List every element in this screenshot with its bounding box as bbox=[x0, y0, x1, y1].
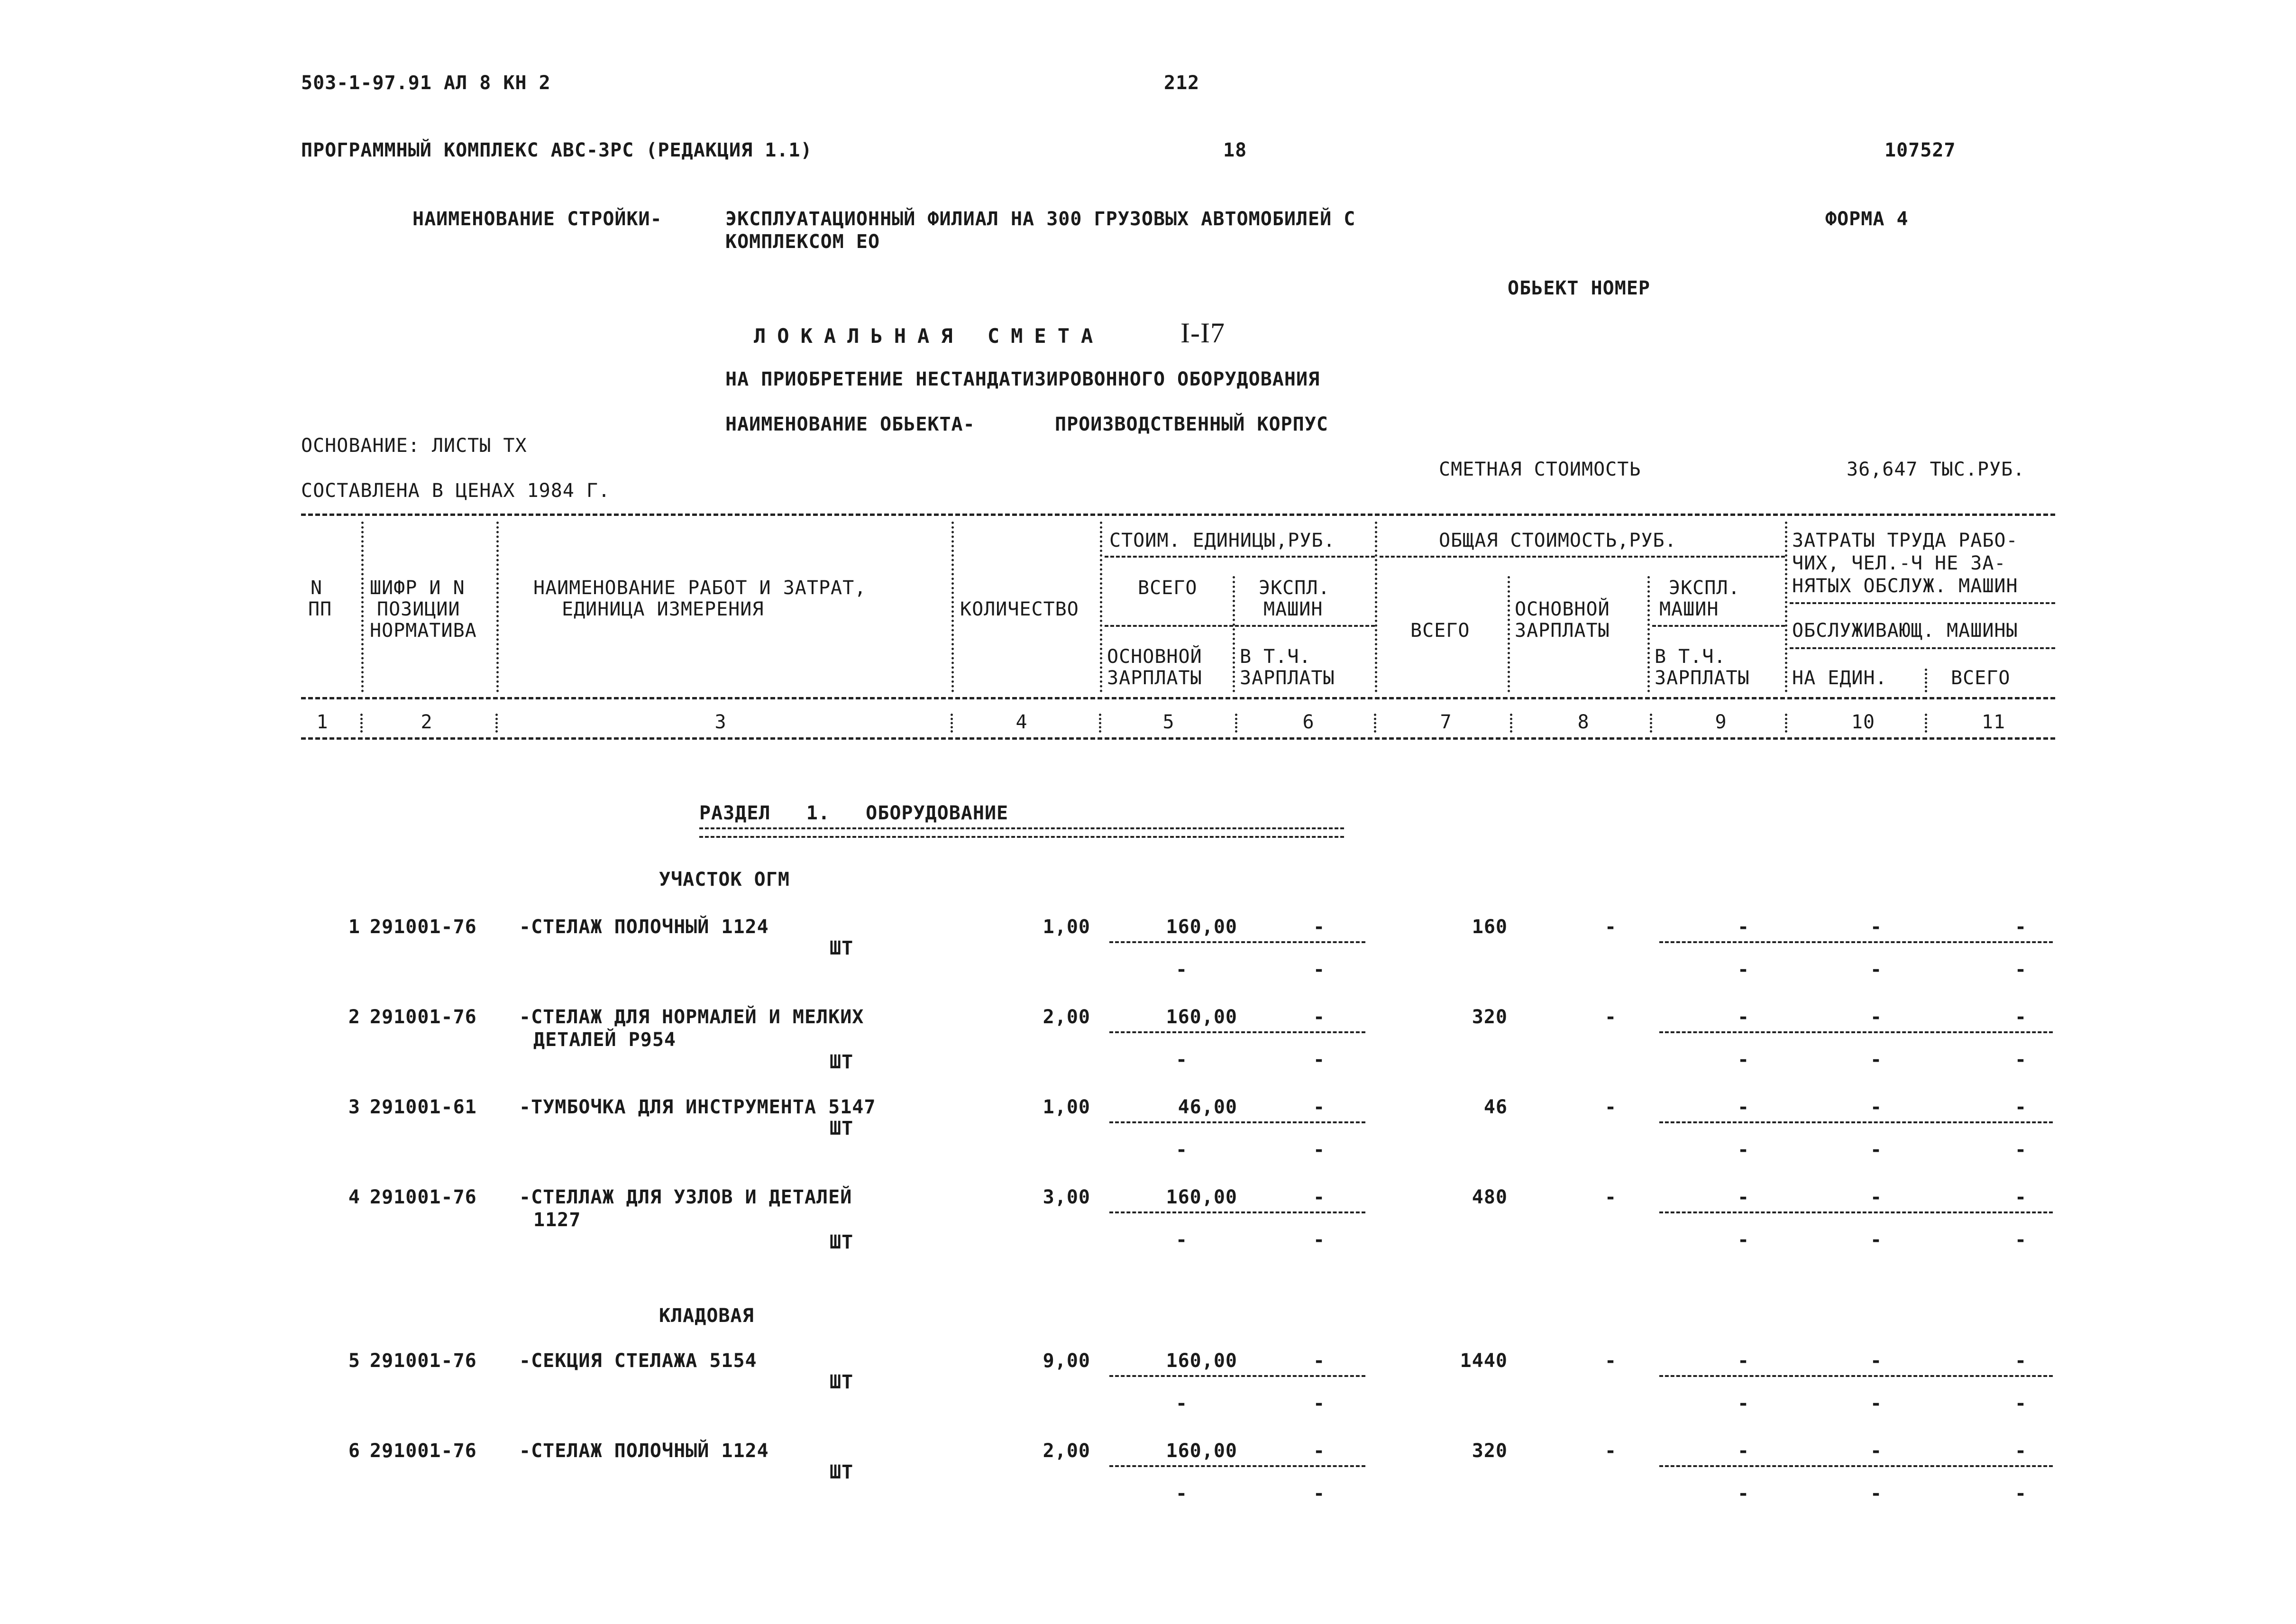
row-number: 1 bbox=[348, 916, 360, 938]
row-labor-rule bbox=[1659, 941, 2053, 943]
col-sep bbox=[1650, 714, 1652, 733]
page-number: 212 bbox=[1164, 72, 1200, 94]
hdr-unit-incl-2: ЗАРПЛАТЫ bbox=[1240, 667, 1335, 689]
col-number: 4 bbox=[1015, 711, 1028, 733]
row-name: -СТЕЛАЖ ПОЛОЧНЫЙ 1124 bbox=[519, 916, 769, 938]
object-name-label: НАИМЕНОВАНИЕ ОБЬЕКТА- bbox=[725, 413, 975, 435]
hdr-total-mach-1: ЭКСПЛ. bbox=[1669, 577, 1740, 599]
row-unit-incl: - bbox=[1313, 959, 1326, 981]
row-total-base: - bbox=[1605, 1096, 1617, 1118]
row-labor-per-unit-2: - bbox=[1870, 1049, 1883, 1071]
row-unit-incl: - bbox=[1313, 1229, 1326, 1251]
row-labor-per-unit: - bbox=[1870, 1096, 1883, 1118]
row-unit-rule bbox=[1109, 1121, 1365, 1123]
row-labor-rule bbox=[1659, 1465, 2053, 1467]
row-code: 291001-61 bbox=[370, 1096, 477, 1118]
row-unit-rule bbox=[1109, 1375, 1365, 1377]
hdr-unit-mach-2: МАШИН bbox=[1263, 598, 1323, 620]
row-total: 480 bbox=[1472, 1186, 1508, 1208]
row-unit: ШТ bbox=[830, 1371, 854, 1393]
col-sep bbox=[1099, 714, 1101, 733]
row-unit-base: - bbox=[1176, 1483, 1188, 1505]
row-unit-base: - bbox=[1176, 959, 1188, 981]
row-labor-rule bbox=[1659, 1211, 2053, 1213]
row-unit-mach: - bbox=[1313, 1440, 1326, 1462]
row-labor-per-unit-2: - bbox=[1870, 1483, 1883, 1505]
program-name: ПРОГРАММНЫЙ КОМПЛЕКС АВС-3РС (РЕДАКЦИЯ 1.1) bbox=[301, 139, 813, 161]
col-numbers-rule bbox=[301, 737, 2055, 740]
row-quantity: 9,00 bbox=[1043, 1350, 1090, 1372]
row-unit-price: 160,00 bbox=[1166, 1350, 1237, 1372]
col-sep bbox=[1647, 576, 1650, 692]
row-unit-incl: - bbox=[1313, 1139, 1326, 1161]
row-unit-incl: - bbox=[1313, 1393, 1326, 1414]
row-name: -СЕКЦИЯ СТЕЛАЖА 5154 bbox=[519, 1350, 757, 1372]
col-number: 6 bbox=[1302, 711, 1315, 733]
row-labor-total-2: - bbox=[2015, 1139, 2027, 1161]
row-unit-mach: - bbox=[1313, 1186, 1326, 1208]
col-sep bbox=[1785, 522, 1787, 692]
mach-mid-rule bbox=[1652, 625, 1785, 627]
row-unit-price: 160,00 bbox=[1166, 1186, 1237, 1208]
row-unit-price: 46,00 bbox=[1178, 1096, 1237, 1118]
row-quantity: 2,00 bbox=[1043, 1006, 1090, 1028]
row-labor-per-unit-2: - bbox=[1870, 959, 1883, 981]
row-number: 2 bbox=[348, 1006, 360, 1028]
hdr-code-1: ШИФР И N bbox=[370, 577, 465, 599]
unit-cost-rule bbox=[1105, 556, 1375, 558]
row-total-incl: - bbox=[1738, 1393, 1750, 1414]
col-sep bbox=[1785, 714, 1787, 733]
col-number: 3 bbox=[714, 711, 727, 733]
hdr-name-1: НАИМЕНОВАНИЕ РАБОТ И ЗАТРАТ, bbox=[533, 577, 867, 599]
section-title: РАЗДЕЛ 1. ОБОРУДОВАНИЕ bbox=[699, 802, 1009, 824]
row-total-incl: - bbox=[1738, 1049, 1750, 1071]
hdr-labor-1: ЗАТРАТЫ ТРУДА РАБО- bbox=[1792, 530, 2018, 551]
row-total-base: - bbox=[1605, 1006, 1617, 1028]
row-total-mach: - bbox=[1738, 916, 1750, 938]
hdr-unit-cost: СТОИМ. ЕДИНИЦЫ,РУБ. bbox=[1109, 530, 1336, 551]
row-total-base: - bbox=[1605, 1186, 1617, 1208]
row-unit-mach: - bbox=[1313, 1350, 1326, 1372]
row-name: -СТЕЛАЖ ДЛЯ НОРМАЛЕЙ И МЕЛКИХ bbox=[519, 1006, 864, 1028]
row-labor-total: - bbox=[2015, 1006, 2027, 1028]
row-total-base: - bbox=[1605, 916, 1617, 938]
col-sep bbox=[1510, 714, 1512, 733]
row-total-mach: - bbox=[1738, 1186, 1750, 1208]
col-number: 10 bbox=[1851, 711, 1875, 733]
row-name: -СТЕЛАЖ ПОЛОЧНЫЙ 1124 bbox=[519, 1440, 769, 1462]
estimate-cost-value: 36,647 ТЫС.РУБ. bbox=[1847, 459, 2025, 480]
estimate-cost-label: СМЕТНАЯ СТОИМОСТЬ bbox=[1439, 459, 1641, 480]
hdr-total-base-1: ОСНОВНОЙ bbox=[1515, 598, 1610, 620]
col-number: 2 bbox=[421, 711, 433, 733]
row-total: 46 bbox=[1483, 1096, 1508, 1118]
row-labor-total: - bbox=[2015, 1350, 2027, 1372]
hdr-labor-4: ОБСЛУЖИВАЮЩ. МАШИНЫ bbox=[1792, 620, 2018, 642]
row-labor-per-unit-2: - bbox=[1870, 1139, 1883, 1161]
hdr-unit-base-2: ЗАРПЛАТЫ bbox=[1107, 667, 1202, 689]
row-unit: ШТ bbox=[830, 1051, 854, 1073]
row-labor-total-2: - bbox=[2015, 959, 2027, 981]
hdr-labor-2: ЧИХ, ЧЕЛ.-Ч НЕ ЗА- bbox=[1792, 552, 2006, 574]
row-total: 320 bbox=[1472, 1006, 1508, 1028]
row-code: 291001-76 bbox=[370, 1440, 477, 1462]
row-unit-rule bbox=[1109, 1211, 1365, 1213]
hdr-n: N bbox=[311, 577, 323, 599]
hdr-total-all: ВСЕГО bbox=[1410, 620, 1470, 642]
row-total-incl: - bbox=[1738, 959, 1750, 981]
col-sep bbox=[360, 714, 363, 733]
row-unit: ШТ bbox=[830, 1461, 854, 1483]
row-labor-rule bbox=[1659, 1375, 2053, 1377]
construction-label: НАИМЕНОВАНИЕ СТРОЙКИ- bbox=[412, 208, 662, 230]
row-labor-rule bbox=[1659, 1121, 2053, 1123]
construction-name-line1: ЭКСПЛУАТАЦИОННЫЙ ФИЛИАЛ НА 300 ГРУЗОВЫХ АВТОМОБИЛЕЙ С bbox=[725, 208, 1356, 230]
labor-rule-2 bbox=[1790, 647, 2055, 649]
row-total-incl: - bbox=[1738, 1483, 1750, 1505]
row-unit-mach: - bbox=[1313, 1006, 1326, 1028]
code-right: 107527 bbox=[1884, 139, 1956, 161]
row-labor-total: - bbox=[2015, 916, 2027, 938]
prices-year: СОСТАВЛЕНА В ЦЕНАХ 1984 Г. bbox=[301, 480, 611, 502]
col-number: 8 bbox=[1577, 711, 1590, 733]
row-labor-total: - bbox=[2015, 1186, 2027, 1208]
labor-rule-1 bbox=[1790, 602, 2055, 604]
row-labor-per-unit-2: - bbox=[1870, 1393, 1883, 1414]
row-total: 1440 bbox=[1460, 1350, 1508, 1372]
row-code: 291001-76 bbox=[370, 916, 477, 938]
row-labor-per-unit: - bbox=[1870, 1440, 1883, 1462]
row-labor-per-unit: - bbox=[1870, 1186, 1883, 1208]
row-unit-base: - bbox=[1176, 1393, 1188, 1414]
hdr-unit-total: ВСЕГО bbox=[1138, 577, 1198, 599]
row-labor-per-unit: - bbox=[1870, 1350, 1883, 1372]
hdr-unit-incl-1: В Т.Ч. bbox=[1240, 646, 1311, 668]
object-number-label: ОБЬЕКТ НОМЕР bbox=[1508, 277, 1650, 299]
hdr-total-incl-2: ЗАРПЛАТЫ bbox=[1655, 667, 1750, 689]
row-labor-total-2: - bbox=[2015, 1049, 2027, 1071]
col-sep bbox=[496, 522, 499, 692]
subsection-ogm: УЧАСТОК ОГМ bbox=[659, 869, 790, 890]
row-total-base: - bbox=[1605, 1350, 1617, 1372]
row-number: 5 bbox=[348, 1350, 360, 1372]
col-sep bbox=[1508, 576, 1510, 692]
row-labor-total: - bbox=[2015, 1096, 2027, 1118]
col-sep bbox=[1100, 522, 1102, 692]
row-number: 3 bbox=[348, 1096, 360, 1118]
row-number: 6 bbox=[348, 1440, 360, 1462]
row-code: 291001-76 bbox=[370, 1350, 477, 1372]
col-sep bbox=[361, 522, 364, 692]
row-total-incl: - bbox=[1738, 1139, 1750, 1161]
col-sep bbox=[1375, 522, 1377, 692]
row-unit-price: 160,00 bbox=[1166, 1440, 1237, 1462]
row-total-base: - bbox=[1605, 1440, 1617, 1462]
row-total-mach: - bbox=[1738, 1440, 1750, 1462]
row-labor-total-2: - bbox=[2015, 1483, 2027, 1505]
row-unit-incl: - bbox=[1313, 1049, 1326, 1071]
hdr-total-incl-1: В Т.Ч. bbox=[1655, 646, 1726, 668]
row-quantity: 1,00 bbox=[1043, 916, 1090, 938]
row-unit: ШТ bbox=[830, 937, 854, 959]
row-total: 320 bbox=[1472, 1440, 1508, 1462]
row-total: 160 bbox=[1472, 916, 1508, 938]
col-sep bbox=[495, 714, 498, 733]
row-name-cont: ДЕТАЛЕЙ Р954 bbox=[533, 1029, 676, 1051]
hdr-code-3: НОРМАТИВА bbox=[370, 620, 477, 642]
row-unit-mach: - bbox=[1313, 1096, 1326, 1118]
estimate-number: I-I7 bbox=[1180, 317, 1225, 349]
estimate-title: ЛОКАЛЬНАЯ СМЕТА bbox=[754, 324, 1105, 348]
estimate-subtitle: НА ПРИОБРЕТЕНИЕ НЕСТАНДАТИЗИРОВОННОГО ОБОРУДОВАНИЯ bbox=[725, 368, 1320, 390]
col-sep bbox=[951, 522, 954, 692]
row-labor-per-unit: - bbox=[1870, 1006, 1883, 1028]
sheet-number: 18 bbox=[1223, 139, 1247, 161]
row-unit-base: - bbox=[1176, 1049, 1188, 1071]
row-unit-rule bbox=[1109, 1031, 1365, 1033]
construction-name-line2: КОМПЛЕКСОМ ЕО bbox=[725, 231, 880, 253]
col-sep bbox=[1374, 714, 1376, 733]
hdr-quantity: КОЛИЧЕСТВО bbox=[960, 598, 1079, 620]
header-bottom-rule bbox=[301, 697, 2055, 699]
hdr-pp: ПП bbox=[308, 598, 332, 620]
row-name: -СТЕЛЛАЖ ДЛЯ УЗЛОВ И ДЕТАЛЕЙ bbox=[519, 1186, 852, 1208]
row-unit-rule bbox=[1109, 941, 1365, 943]
hdr-code-2: ПОЗИЦИИ bbox=[377, 598, 460, 620]
hdr-all: ВСЕГО bbox=[1951, 667, 2011, 689]
col-sep bbox=[1235, 714, 1237, 733]
row-name: -ТУМБОЧКА ДЛЯ ИНСТРУМЕНТА 5147 bbox=[519, 1096, 876, 1118]
row-total-incl: - bbox=[1738, 1229, 1750, 1251]
row-unit-price: 160,00 bbox=[1166, 1006, 1237, 1028]
col-sep bbox=[1925, 669, 1927, 692]
row-unit-price: 160,00 bbox=[1166, 916, 1237, 938]
row-unit-rule bbox=[1109, 1465, 1365, 1467]
hdr-per-unit: НА ЕДИН. bbox=[1792, 667, 1887, 689]
col-number: 7 bbox=[1440, 711, 1452, 733]
col-sep bbox=[951, 714, 953, 733]
row-labor-total: - bbox=[2015, 1440, 2027, 1462]
row-unit-base: - bbox=[1176, 1139, 1188, 1161]
unit-cost-mid-rule bbox=[1105, 625, 1375, 627]
col-number: 11 bbox=[1981, 711, 2006, 733]
col-sep bbox=[1233, 576, 1235, 692]
row-total-mach: - bbox=[1738, 1096, 1750, 1118]
object-name-value: ПРОИЗВОДСТВЕННЫЙ КОРПУС bbox=[1055, 413, 1328, 435]
row-code: 291001-76 bbox=[370, 1186, 477, 1208]
row-unit-base: - bbox=[1176, 1229, 1188, 1251]
col-number: 1 bbox=[316, 711, 329, 733]
row-quantity: 2,00 bbox=[1043, 1440, 1090, 1462]
row-code: 291001-76 bbox=[370, 1006, 477, 1028]
col-number: 9 bbox=[1715, 711, 1727, 733]
row-labor-per-unit: - bbox=[1870, 916, 1883, 938]
form-number: ФОРМА 4 bbox=[1825, 208, 1909, 230]
row-name-cont: 1127 bbox=[533, 1209, 581, 1231]
section-double-rule bbox=[699, 827, 1344, 838]
hdr-total-base-2: ЗАРПЛАТЫ bbox=[1515, 620, 1610, 642]
hdr-labor-3: НЯТЫХ ОБСЛУЖ. МАШИН bbox=[1792, 575, 2018, 597]
row-quantity: 1,00 bbox=[1043, 1096, 1090, 1118]
hdr-total-cost: ОБЩАЯ СТОИМОСТЬ,РУБ. bbox=[1439, 530, 1677, 551]
row-labor-per-unit-2: - bbox=[1870, 1229, 1883, 1251]
hdr-unit-base-1: ОСНОВНОЙ bbox=[1107, 646, 1202, 668]
subsection-storage: КЛАДОВАЯ bbox=[659, 1305, 754, 1327]
row-unit: ШТ bbox=[830, 1118, 854, 1139]
row-total-mach: - bbox=[1738, 1350, 1750, 1372]
row-labor-total-2: - bbox=[2015, 1393, 2027, 1414]
row-number: 4 bbox=[348, 1186, 360, 1208]
header-top-rule bbox=[301, 514, 2055, 516]
row-total-mach: - bbox=[1738, 1006, 1750, 1028]
row-unit-mach: - bbox=[1313, 916, 1326, 938]
hdr-total-mach-2: МАШИН bbox=[1659, 598, 1719, 620]
doc-code: 503-1-97.91 АЛ 8 КН 2 bbox=[301, 72, 551, 94]
total-cost-rule bbox=[1380, 556, 1785, 558]
col-number: 5 bbox=[1162, 711, 1175, 733]
hdr-unit-mach-1: ЭКСПЛ. bbox=[1259, 577, 1330, 599]
row-labor-rule bbox=[1659, 1031, 2053, 1033]
basis: ОСНОВАНИЕ: ЛИСТЫ ТХ bbox=[301, 435, 527, 457]
col-sep bbox=[1925, 714, 1927, 733]
row-quantity: 3,00 bbox=[1043, 1186, 1090, 1208]
row-unit-incl: - bbox=[1313, 1483, 1326, 1505]
row-unit: ШТ bbox=[830, 1231, 854, 1253]
hdr-name-2: ЕДИНИЦА ИЗМЕРЕНИЯ bbox=[562, 598, 764, 620]
row-labor-total-2: - bbox=[2015, 1229, 2027, 1251]
